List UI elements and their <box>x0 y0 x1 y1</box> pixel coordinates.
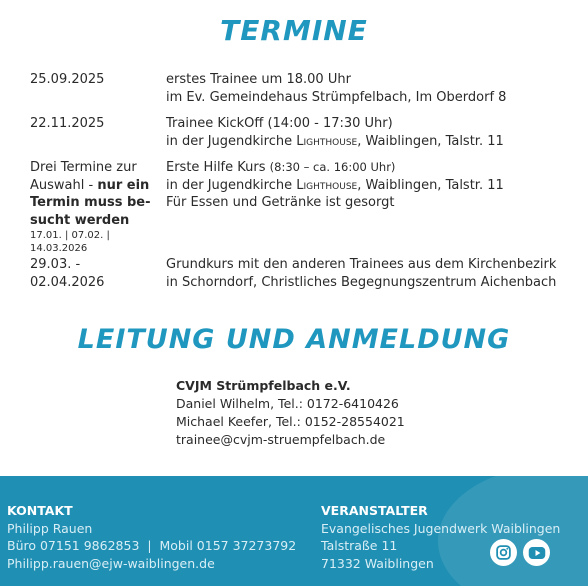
veranstalter-heading: VERANSTALTER <box>321 503 428 518</box>
termine-heading: TERMINE <box>220 14 368 47</box>
kontakt-column <box>7 502 296 572</box>
termin-description: Trainee KickOff (14:00 - 17:30 Uhr) in der Jugendkirche Lighthouse, Waiblingen, Talstr. 11 <box>166 116 504 149</box>
veranstalter-street: Talstraße 11 <box>321 538 398 553</box>
instagram-icon[interactable] <box>490 539 517 566</box>
veranstalter-org: Evangelisches Jugendwerk Waiblingen <box>321 520 561 536</box>
termin-date: 29.03. - 02.04.2026 <box>30 257 105 290</box>
veranstalter-column <box>321 502 560 572</box>
termin-date: Drei Termine zur Auswahl - nur ein Termin muss be- sucht werden 17.01. | 07.02. | 14.03.2026 <box>30 160 151 254</box>
kontakt-email-link[interactable]: Philipp.rauen@ejw-waiblingen.de <box>7 555 215 571</box>
termin-date: 25.09.2025 <box>30 72 105 87</box>
footer-band <box>0 476 588 586</box>
termin-description: Grundkurs mit den anderen Trainees aus dem Kirchenbezirk in Schorndorf, Christliches Begegnungszentrum Aichenbach <box>166 257 557 290</box>
kontakt-phones: Büro 07151 9862853 | Mobil 0157 37273792 <box>7 538 297 553</box>
kontakt-heading: KONTAKT <box>7 503 73 518</box>
kontakt-name: Philipp Rauen <box>7 520 93 536</box>
veranstalter-city: 71332 Waiblingen <box>321 555 434 571</box>
termin-date: 22.11.2025 <box>30 116 105 131</box>
termin-description: erstes Trainee um 18.00 Uhr im Ev. Gemeindehaus Strümpfelbach, Im Oberdorf 8 <box>166 72 507 105</box>
contact-line: Daniel Wilhelm, Tel.: 0172-6410426 <box>176 396 399 411</box>
org-name: CVJM Strümpfelbach e.V. <box>176 378 351 393</box>
termin-description: Erste Hilfe Kurs (8:30 – ca. 16:00 Uhr) in der Jugendkirche Lighthouse, Waiblingen, Talstr. 11 Für Essen und Getränke ist gesorgt <box>166 160 504 210</box>
contact-line: Michael Keefer, Tel.: 0152-28554021 <box>176 414 405 429</box>
email-link[interactable]: trainee@cvjm-struempfelbach.de <box>176 432 386 447</box>
leitung-contact <box>176 377 405 449</box>
leitung-heading: LEITUNG UND ANMELDUNG <box>77 324 511 355</box>
youtube-icon[interactable] <box>523 539 550 566</box>
